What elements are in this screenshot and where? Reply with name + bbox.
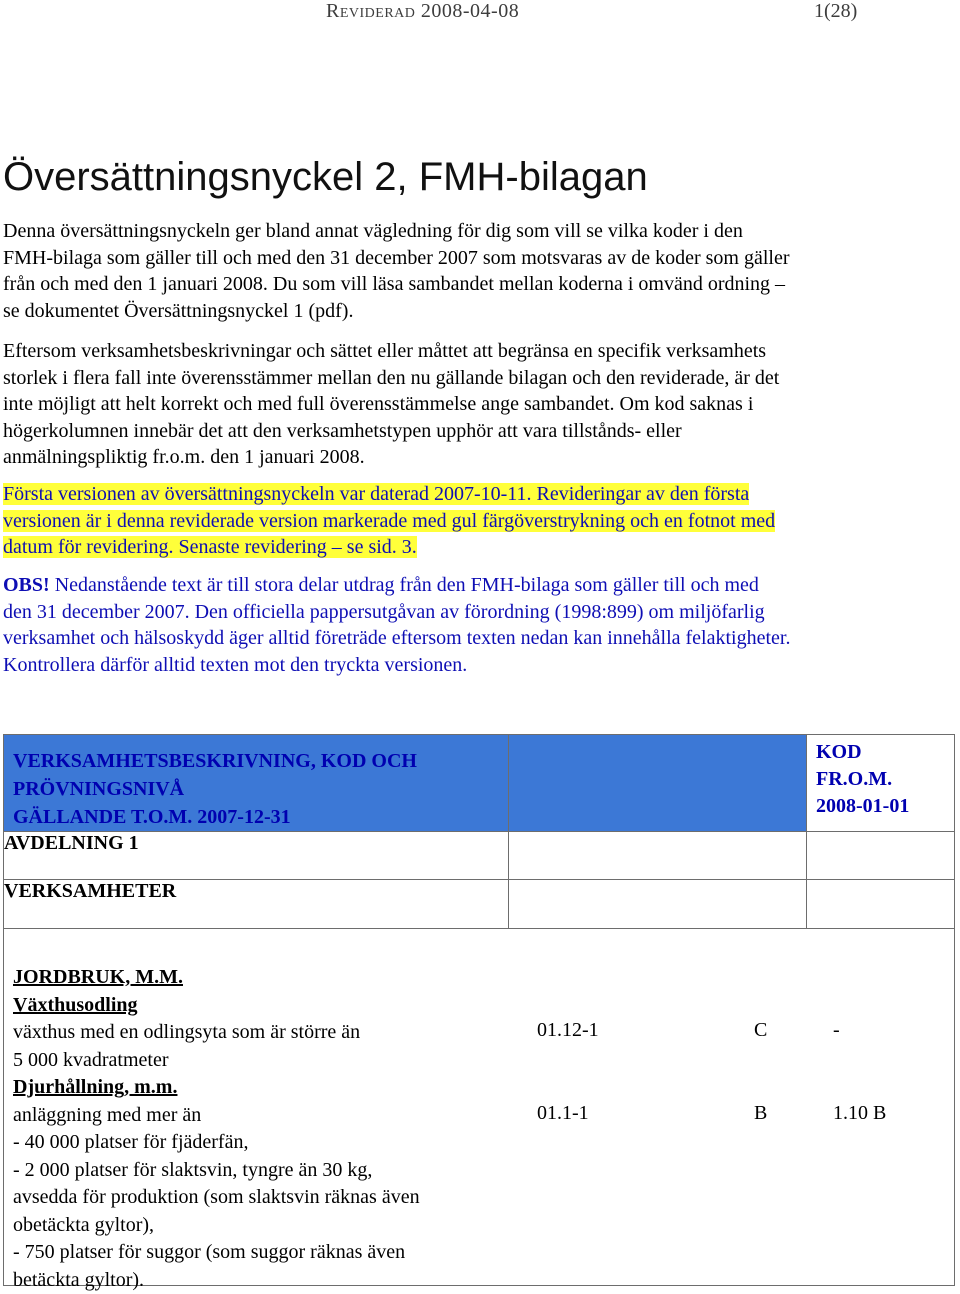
activity-codes: 01.12-1 C - 01.1-1 B 1.10 B: [537, 1019, 887, 1124]
revision-note: [3, 481, 938, 561]
compatibility-paragraph: Eftersom verksamhetsbeskrivningar och sättet eller måttet att begränsa en specifik verksamhets storlek i flera fall inte överensstämmer mellan den nu gällande bilagan och den reviderade, är det inte möjligt att helt korrekt och med full överensstämmelse ange sambandet. Om kod saknas i högerkolumnen innebär det att den verksamhetstypen upphör att vara tillstånds- eller anmälningspliktig fr.o.m. den 1 januari 2008.: [3, 340, 780, 468]
activity-descriptions: JORDBRUK, M.M. Växthusodling växthus med en odlingsyta som är större än 5 000 kvadratmeter Djurhållning, m.m. anläggning med mer än - 40 000 platser för fjäderfän, - 2 000 platser för slaktsvin, tyngre än 30 kg, avsedda för produktion (som slaktsvin räknas även obetäckta gyltor), - 750 platser för suggor (som suggor räknas även betäckta gyltor).: [4, 929, 527, 1285]
header-description-cell: VERKSAMHETSBESKRIVNING, KOD OCH PRÖVNINGSNIVÅ GÄLLANDE T.O.M. 2007-12-31: [4, 735, 509, 832]
avdelning-label: AVDELNING 1: [4, 832, 509, 880]
page-number: 1(28): [814, 0, 858, 22]
header-spacer-cell: [509, 735, 807, 832]
document-title: Översättningsnyckel 2, FMH-bilagan: [3, 155, 648, 199]
intro-paragraph: Denna översättningsnyckeln ger bland annat vägledning för dig som vill se vilka koder i den FMH-bilaga som gäller till och med den 31 december 2007 som motsvaras av de koder som gäller från och med den 1 januari 2008. Du som vill läsa sambandet mellan koderna i omvänd ordning – se dokumentet Översättningsnyckel 1 (pdf).: [3, 220, 790, 322]
header-code-cell: KOD FR.O.M. 2008-01-01: [807, 735, 955, 832]
revision-line-3: datum för revidering. Senaste revidering – se sid. 3.: [3, 536, 417, 558]
obs-paragraph: OBS! Nedanstående text är till stora delar utdrag från den FMH-bilaga som gäller till och med den 31 december 2007. Den officiella pappersutgåvan av förordning (1998:899) om miljöfarlig verksamhet och hälsoskydd äger alltid företräde eftersom texten nedan kan innehålla felaktigheter. Kontrollera därför alltid texten mot den tryckta versionen.: [3, 574, 791, 676]
table-row: [4, 832, 955, 880]
obs-label: OBS!: [3, 574, 50, 596]
table-header-row: [4, 735, 955, 832]
revision-line-2: versionen är i denna reviderade version markerade med gul färgöverstrykning och en fotnot med: [3, 509, 776, 532]
heading-vaxthus: Växthusodling: [13, 993, 138, 1016]
heading-djurhallning: Djurhållning, m.m.: [13, 1076, 178, 1098]
activity-table: [3, 734, 955, 1291]
page-header: [326, 0, 886, 24]
section-jordbruk: JORDBRUK, M.M.: [13, 966, 183, 988]
revision-date: Reviderad 2008-04-08: [326, 0, 520, 22]
revision-line-1: Första versionen av översättningsnyckeln var daterad 2007-10-11. Revideringar av den första: [3, 483, 750, 505]
table-row: [4, 929, 955, 1286]
verksamheter-label: VERKSAMHETER: [4, 880, 509, 929]
table-row: [4, 880, 955, 929]
